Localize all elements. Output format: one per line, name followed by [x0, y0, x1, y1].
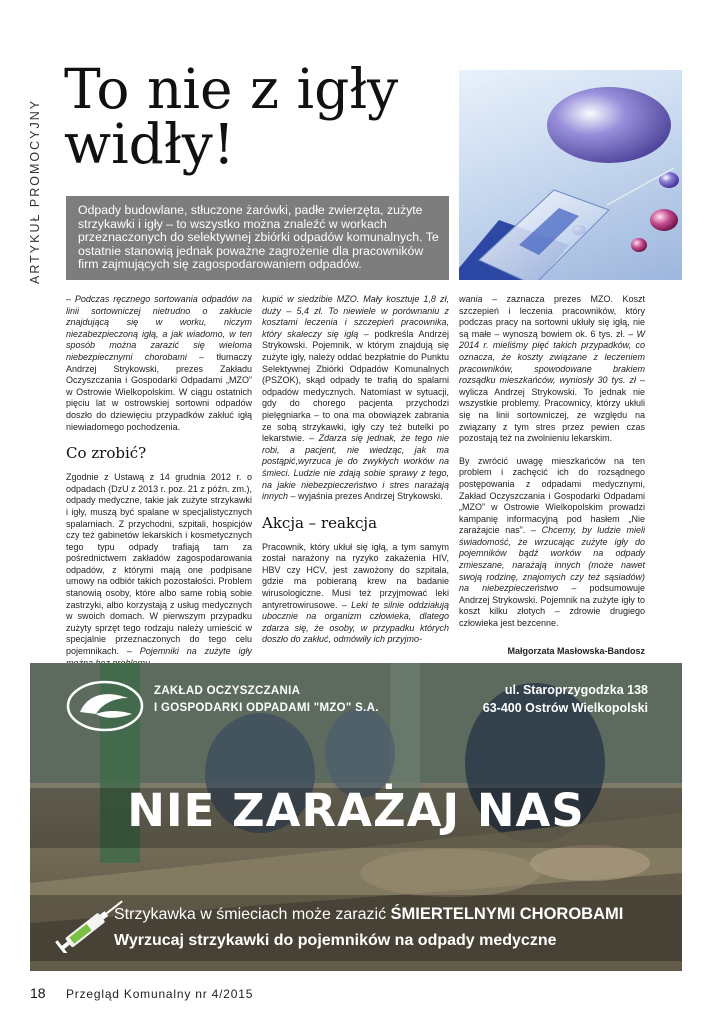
section-label: ARTYKUŁ PROMOCYJNY: [28, 98, 42, 284]
page-number: 18: [30, 985, 46, 1001]
author-signature: Małgorzata Masłowska-Bandosz: [507, 645, 645, 656]
paragraph: wania – zaznacza prezes MZO. Koszt szczepień i leczenia pracowników, który podczas pracy na sortowni ukłuły się igłą, nie są małe – wynoszą bowiem ok. 6 tys. zł. – W 2014 r. mieliśmy pięć takich przypadków, co oznacza, że koszty związane z leczeniem pracowników, spowodowane brakiem rozsądku mieszkańców, wyniosły 30 tys. zł – wylicza Andrzej Strykowski. To jednak nie wszystkie problemy. Pracownicy, którzy ukłuli się na linii sortowniczej, ze względu na związany z tym stres przez pewien czas pozostają też na zwolnieniu lekarskim.: [459, 294, 645, 444]
column-2: [262, 294, 449, 657]
syringe-illustration: [459, 70, 682, 280]
article-title: [64, 57, 464, 176]
campaign-headline: NIE ZARAŻAJ NAS: [127, 784, 585, 837]
paragraph: Pracownik, który ukłuł się igłą, a tym samym został narażony na ryzyko zakażenia HIV, HBV czy HCV, jest zawożony do szpitala, gdzie ma pobieraną krew na badanie wirusologiczne. Musi też przyjmować leki antyretrowirusowe. – Leki te silnie oddziałują ubocznie na organizm człowieka, dlatego zdarza się, że osoby, w przypadku których doszło do zakłuć, odmówiły ich przyjmo-: [262, 541, 449, 645]
column-3: [459, 294, 645, 657]
magazine-name: Przegląd Komunalny nr 4/2015: [66, 987, 254, 1001]
campaign-instruction: Wyrzucaj strzykawki do pojemników na odpady medyczne: [114, 932, 557, 949]
mzo-logo: [66, 680, 144, 732]
paragraph: kupić w siedzibie MZO. Mały kosztuje 1,8 zł, duży – 5,4 zł. To niewiele w porównaniu z kosztami leczenia i szczepień pracownika, który skaleczy się igłą – podkreśla Andrzej Strykowski. Pojemnik, w którym znajdują się zużyte igły, należy oddać bezpłatnie do Punktu Selektywnej Zbiórki Odpadów Komunalnych (PSZOK), skąd odpady te trafią do spalarni odpadów medycznych. Natomiast w sytuacji, gdy do chorego pacjenta przychodzi pielęgniarka – to ona ma obowiązek zabrania ze sobą strzykawki, igły czy też butelki po lekarstwie. – Zdarza się jednak, że tego nie robi, a pacjent, nie wiedząc, jak ma postąpić,wyrzuca je do zwykłych worków na śmieci. Ludzie nie zdają sobie sprawy z tego, na jakie niebezpieczeństwo i stres narażają innych – wyjaśnia prezes Andrzej Strykowski.: [262, 294, 449, 502]
paragraph: Zgodnie z Ustawą z 14 grudnia 2012 r. o odpadach (DzU z 2013 r. poz. 21 z późn. zm.), odpady medyczne, takie jak zużyte strzykawki i igły, muszą być spalane w specjalistycznych spalarniach. Z przychodni, szpitali, hospicjów czy też gabinetów lekarskich i kosmetycznych tego typu odpady trafiają tam za pośrednictwem zakładów zagospodarowania odpadów, z którymi mają one podpisane umowy na odbiór takich pozostałości. Problem stanowią osoby, które albo same robią sobie zastrzyki, albo korzystają z usług medycznych w swoich domach. W pierwszym przypadku zużyty sprzęt tego rodzaju należy umieścić w specjalnie przeznaczonych do tego celu pojemnikach. – Pojemniki na zużyte igły: [66, 472, 252, 657]
paragraph: By zwrócić uwagę mieszkańców na ten problem i zachęcić ich do rozsądnego postępowania z odpadami medycznymi, Zakład Oczyszczania i Gospodarki Odpadami „MZO” w Ostrowie Wielkopolskim prowadzi kampanię informacyjną pod hasłem „Nie zarażajcie nas”. – Chcemy, by ludzie mieli świadomość, że wrzucając zużyte igły do pojemników bądź worków na odpady zmieszane, narażają innych (może nawet swoją rodzinę, znajomych czy też sąsiadów) na niebezpieczeństwo – podsumowuje Andrzej Strykowski. Pojemnik na zużyte igły to koszt kilku złotych – zdrowie drugiego człowieka jest bezcenne.: [459, 455, 646, 629]
subheading-co-zrobic: Co zrobić?: [66, 444, 147, 463]
title-line-1: To nie z igły: [64, 57, 399, 121]
syringe-photo: [459, 70, 682, 280]
title-line-2: widły!: [64, 112, 235, 176]
paragraph: – Podczas ręcznego sortowania odpadów na linii sortowniczej nietrudno o zakłucie znajdującą się w worku, niczym niezabezpieczoną igłą, a jak wiadomo, w ten sposób można zarazić się wieloma niebezpiecznymi chorobami – tłumaczy Andrzej Strykowski, prezes Zakładu Oczyszczania i Gospodarki Odpadami „MZO” w Ostrowie Wielkopolskim. W ciągu ostatnich pięciu lat w ostrowskiej sortowni odpadów doszło do dziewięciu przypadków zakłuć igłą niewiadomego pochodzenia.: [66, 294, 253, 432]
campaign-banner: [30, 663, 682, 971]
company-name: ZAKŁAD OCZYSZCZANIA I GOSPODARKI ODPADAMI "MZO" S.A.: [154, 685, 379, 714]
column-1: [66, 294, 252, 680]
company-address: ul. Staroprzygodzka 138 63-400 Ostrów Wielkopolski: [482, 683, 648, 715]
subheading-akcja-reakcja: Akcja – reakcja: [262, 513, 378, 532]
campaign-warning: Strzykawka w śmieciach może zarazić ŚMIERTELNYMI CHOROBAMI: [114, 905, 624, 923]
article-lead: Odpady budowlane, stłuczone żarówki, padłe zwierzęta, zużyte strzykawki i igły – to wszystko można znaleźć w workach przeznaczonych do selektywnej zbiórki odpadów komunalnych. Te ostatnie stanowią jednak poważne zagrożenie dla pracowników firm zajmujących się zagospodarowaniem odpadów.: [66, 196, 449, 280]
